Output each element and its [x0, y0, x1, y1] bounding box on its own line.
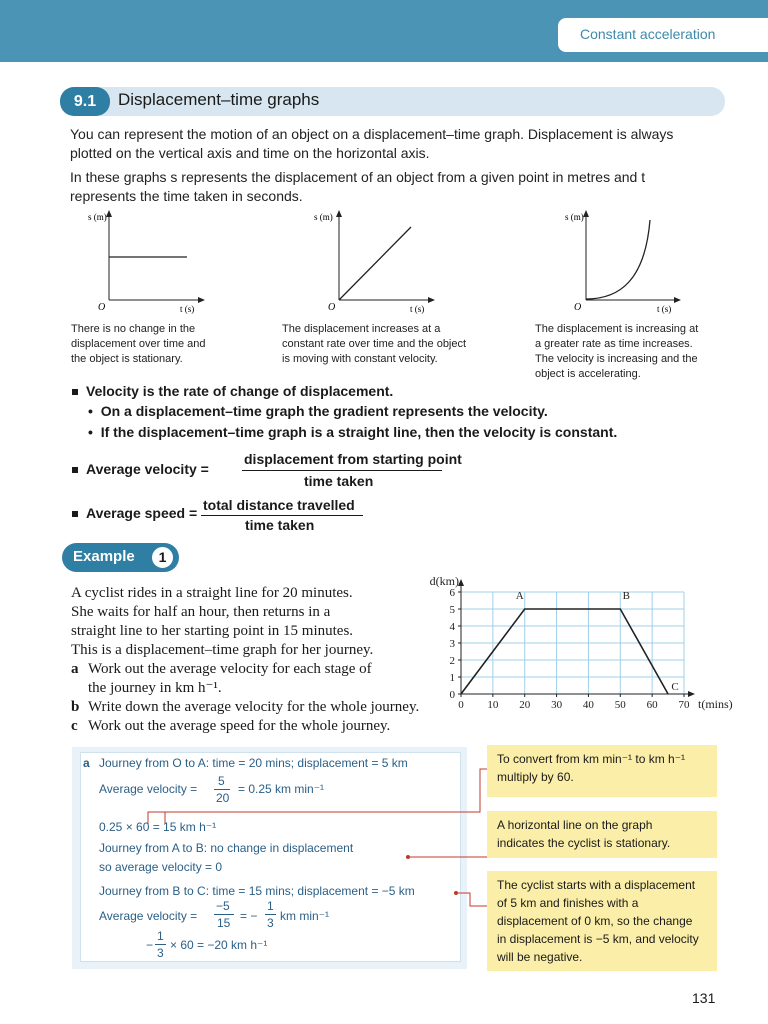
solution-line: − [146, 938, 154, 952]
avg-velocity-label: Average velocity = [72, 461, 209, 477]
example-label: Example [73, 548, 135, 565]
question-a-line1: Work out the average velocity for each stage of [88, 661, 372, 677]
question-a-line2: the journey in km h⁻¹. [88, 680, 222, 696]
page-number: 131 [692, 990, 716, 1006]
avg-velocity-numerator: displacement from starting point [244, 451, 462, 467]
caption-constant-velocity: The displacement increases at a constant rate over time and the object is moving with constant velocity. [282, 323, 467, 365]
example-line: This is a displacement–time graph for her journey. [71, 642, 374, 658]
t-axis-label: t (s) [180, 304, 195, 314]
y-tick-label: 4 [449, 621, 455, 633]
key-point: • On a displacement–time graph the gradient represents the velocity. [88, 403, 548, 419]
fraction-numerator: 1 [157, 929, 164, 943]
example-line: She waits for half an hour, then returns in a [71, 604, 331, 620]
chapter-tab: Constant acceleration [558, 18, 768, 52]
fraction-numerator: 1 [267, 899, 274, 913]
t-axis-label: t (s) [410, 304, 425, 314]
question-letter: b [71, 699, 80, 715]
y-tick-label: 5 [449, 604, 455, 616]
x-tick-label: 50 [614, 699, 626, 711]
avg-speed-label: Average speed = [72, 505, 197, 521]
s-axis-label: s (m) [314, 212, 333, 222]
intro-line: represents the time taken in seconds. [70, 188, 303, 204]
bullet-dot-icon: • [88, 403, 101, 419]
x-tick-label: 70 [678, 699, 690, 711]
solution-part-letter: a [83, 756, 90, 770]
solution-line: = − [240, 909, 258, 923]
y-tick-label: 3 [449, 638, 455, 650]
bullet-dot-icon: • [88, 424, 101, 440]
note-convert: To convert from km min⁻¹ to km h⁻¹ multiply by 60. [487, 745, 717, 797]
point-label: A [515, 590, 524, 602]
solution-line: Average velocity = [99, 782, 198, 796]
s-axis-label: s (m) [88, 212, 107, 222]
y-tick-label: 2 [449, 655, 455, 667]
note-horizontal: A horizontal line on the graph indicates the cyclist is stationary. [487, 811, 717, 858]
question-letter: c [71, 718, 78, 734]
x-tick-label: 20 [519, 699, 531, 711]
solution-line: 0.25 × 60 = 15 km h⁻¹ [99, 820, 217, 834]
example-line: A cyclist rides in a straight line for 20 minutes. [71, 585, 353, 601]
section-title: Displacement–time graphs [118, 90, 320, 109]
solution-line: = 0.25 km min⁻¹ [238, 782, 325, 796]
solution-line: so average velocity = 0 [99, 860, 223, 874]
x-tick-label: 30 [551, 699, 563, 711]
point-label: B [622, 590, 630, 602]
origin-label: O [574, 302, 582, 313]
point-label: C [671, 681, 679, 693]
solution-line: Journey from B to C: time = 15 mins; displacement = −5 km [99, 884, 415, 898]
intro-line: You can represent the motion of an object on a displacement–time graph. Displacement is always [70, 126, 674, 142]
key-point: • If the displacement–time graph is a straight line, then the velocity is constant. [88, 424, 618, 440]
x-tick-label: 0 [458, 699, 464, 711]
y-axis-label: d(km) [429, 574, 459, 588]
example-line: straight line to her starting point in 15 minutes. [71, 623, 354, 639]
t-axis-label: t (s) [657, 304, 672, 314]
y-tick-label: 6 [449, 587, 455, 599]
caption-accelerating: The displacement is increasing at a greater rate as time increases. The velocity is increasing and the object is accelerating. [535, 323, 699, 380]
x-axis-label: t(mins) [698, 697, 733, 711]
fraction-denominator: 3 [157, 946, 164, 960]
key-point: Velocity is the rate of change of displacement. [72, 383, 393, 399]
fraction-denominator: 20 [216, 791, 230, 805]
solution-line: Journey from O to A: time = 20 mins; displacement = 5 km [99, 756, 408, 770]
intro-line: In these graphs s represents the displacement of an object from a given point in metres and t [70, 169, 646, 185]
question-letter: a [71, 661, 79, 677]
question-b: Write down the average velocity for the whole journey. [88, 699, 420, 715]
solution-line: × 60 = −20 km h⁻¹ [170, 938, 268, 952]
section-number: 9.1 [60, 87, 110, 116]
solution-line: Journey from A to B: no change in displacement [99, 841, 354, 855]
fraction-denominator: 3 [267, 916, 274, 930]
intro-line: plotted on the vertical axis and time on the horizontal axis. [70, 145, 430, 161]
solution-line: km min⁻¹ [280, 909, 329, 923]
y-tick-label: 1 [449, 672, 455, 684]
fraction-denominator: 15 [217, 916, 231, 930]
origin-label: O [98, 302, 106, 313]
s-axis-label: s (m) [565, 212, 584, 222]
avg-velocity-denominator: time taken [304, 473, 374, 489]
y-tick-label: 0 [449, 689, 455, 701]
x-tick-label: 40 [582, 699, 594, 711]
solution-line: Average velocity = [99, 909, 198, 923]
x-tick-label: 60 [646, 699, 658, 711]
origin-label: O [328, 302, 336, 313]
question-c: Work out the average speed for the whole journey. [88, 718, 391, 734]
note-negative-velocity: The cyclist starts with a displacement of 5 km and finishes with a displacement of 0 km, so the change in displacement is −5 km, and velocity will be negative. [487, 871, 717, 971]
x-tick-label: 10 [487, 699, 499, 711]
avg-speed-numerator: total distance travelled [203, 497, 355, 513]
example-number: 1 [150, 545, 175, 570]
fraction-numerator: −5 [216, 899, 230, 913]
avg-speed-denominator: time taken [245, 517, 315, 533]
fraction-numerator: 5 [218, 774, 225, 788]
caption-stationary: There is no change in the displacement over time and the object is stationary. [71, 323, 206, 365]
